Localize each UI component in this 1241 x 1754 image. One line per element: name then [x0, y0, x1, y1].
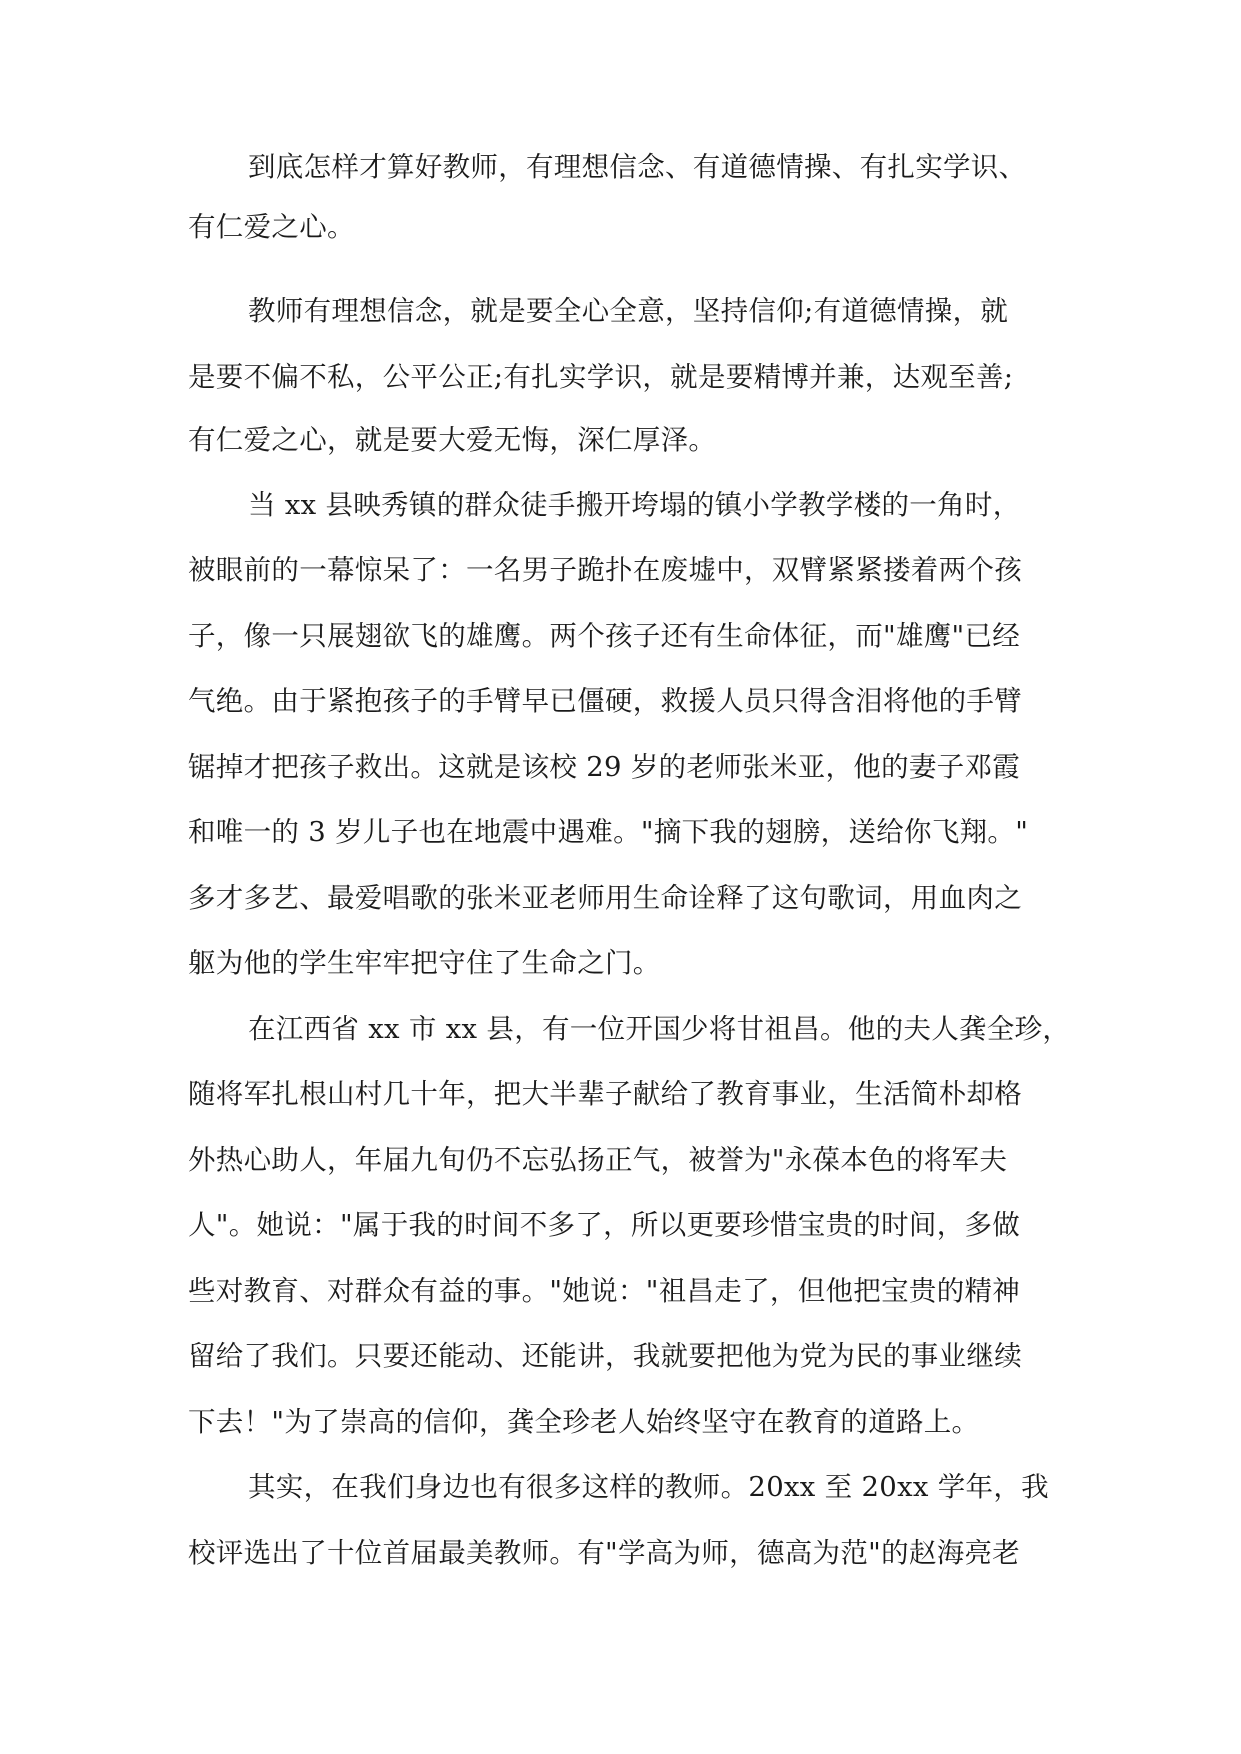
paragraph-line: 些对教育、对群众有益的事。"她说："祖昌走了，但他把宝贵的精神: [188, 1275, 1021, 1307]
paragraph-line: 下去！"为了崇高的信仰，龚全珍老人始终坚守在教育的道路上。: [188, 1406, 980, 1438]
paragraph-line: 外热心助人，年届九旬仍不忘弘扬正气，被誉为"永葆本色的将军夫: [188, 1144, 1008, 1176]
paragraph-line: 到底怎样才算好教师，有理想信念、有道德情操、有扎实学识、: [248, 151, 1027, 183]
paragraph-line: 当 xx 县映秀镇的群众徒手搬开垮塌的镇小学教学楼的一角时，: [248, 489, 1021, 521]
paragraph-line: 校评选出了十位首届最美教师。有"学高为师，德高为范"的赵海亮老: [188, 1537, 1021, 1569]
paragraph-line: 子，像一只展翅欲飞的雄鹰。两个孩子还有生命体征，而"雄鹰"已经: [188, 620, 1021, 652]
paragraph-line: 人"。她说："属于我的时间不多了，所以更要珍惜宝贵的时间，多做: [188, 1209, 1021, 1241]
paragraph-line: 多才多艺、最爱唱歌的张米亚老师用生命诠释了这句歌词，用血肉之: [188, 882, 1022, 914]
paragraph-line: 躯为他的学生牢牢把守住了生命之门。: [188, 947, 661, 979]
paragraph-line: 是要不偏不私，公平公正;有扎实学识，就是要精博并兼，达观至善;: [188, 361, 1014, 393]
paragraph-line: 被眼前的一幕惊呆了：一名男子跪扑在废墟中，双臂紧紧搂着两个孩: [188, 554, 1022, 586]
paragraph-line: 留给了我们。只要还能动、还能讲，我就要把他为党为民的事业继续: [188, 1340, 1022, 1372]
paragraph-line: 随将军扎根山村几十年，把大半辈子献给了教育事业，生活简朴却格: [188, 1078, 1022, 1110]
paragraph-line: 有仁爱之心。: [188, 211, 355, 243]
paragraph-line: 其实，在我们身边也有很多这样的教师。20xx 至 20xx 学年，我: [248, 1471, 1049, 1503]
paragraph-line: 有仁爱之心，就是要大爱无悔，深仁厚泽。: [188, 424, 717, 456]
paragraph-line: 气绝。由于紧抱孩子的手臂早已僵硬，救援人员只得含泪将他的手臂: [188, 685, 1022, 717]
paragraph-line: 锯掉才把孩子救出。这就是该校 29 岁的老师张米亚，他的妻子邓霞: [188, 751, 1021, 783]
paragraph-line: 和唯一的 3 岁儿子也在地震中遇难。"摘下我的翅膀，送给你飞翔。": [188, 816, 1029, 848]
paragraph-line: 教师有理想信念，就是要全心全意，坚持信仰;有道德情操，就: [248, 295, 1009, 327]
paragraph-line: 在江西省 xx 市 xx 县，有一位开国少将甘祖昌。他的夫人龚全珍，: [248, 1013, 1071, 1045]
